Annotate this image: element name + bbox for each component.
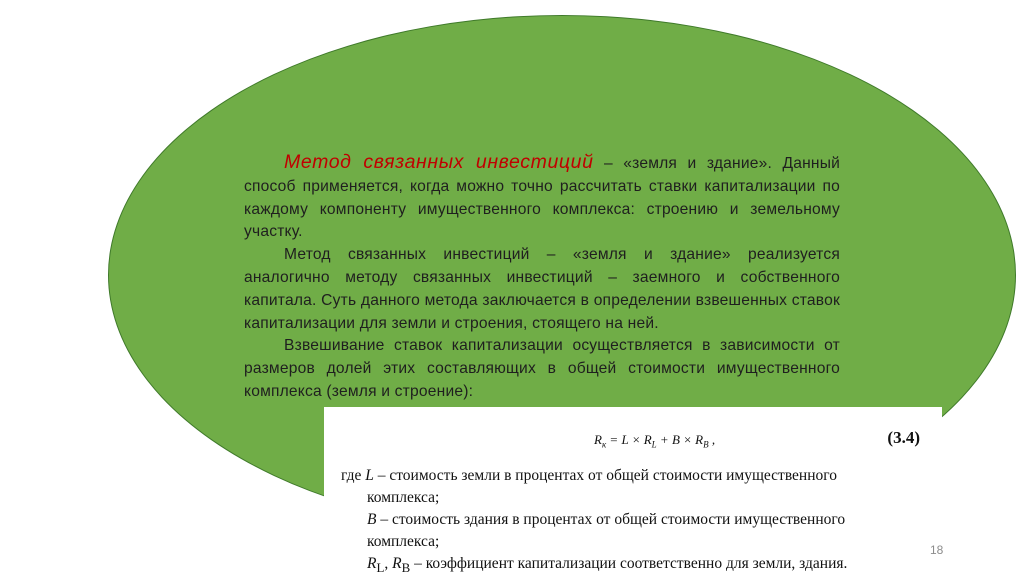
definition-list <box>341 465 901 576</box>
formula-image <box>324 407 942 576</box>
paragraph-3: Взвешивание ставок капитализации осуществляется в зависимости от размеров долей этих составляющих в общей стоимости имущественного комплекса (земля и строение): <box>244 337 840 400</box>
definition-line-2: комплекса; <box>367 489 440 506</box>
definition-line-3: B – стоимость здания в процентах от общей стоимости имущественного <box>367 511 846 528</box>
definition-line-5: $R_L$, $R_B$ – коэффициент капитализации соответственно для земли, здания. <box>367 555 848 576</box>
formula-number: (3.4) <box>887 428 920 447</box>
paragraph-1-line1: – «земля и здание». <box>593 155 773 172</box>
page-number: 18 <box>930 543 944 557</box>
definition-line-1: где L – стоимость земли в процентах от общей стоимости имущественного <box>341 467 837 484</box>
paragraph-1 <box>244 151 840 244</box>
paragraph-1-text: Данный способ применяется, когда можно точно рассчитать ставки капитализации по каждому компоненту имущественного комплекса: строению и земельному участку. <box>244 155 841 241</box>
paragraph-2: Метод связанных инвестиций – «земля и здание» реализуется аналогично методу связанных инвестиций – заемного и собственного капитала. Суть данного метода заключается в определении взвешенных ставок капитализации для земли и строения, стоящего на ней. <box>244 246 840 332</box>
main-text-block <box>244 151 840 404</box>
definition-line-4: комплекса; <box>367 533 440 550</box>
method-title: Метод связанных инвестиций <box>284 151 594 173</box>
formula: $R_к = L \times R_L + B \times R_B$ , <box>594 432 716 450</box>
